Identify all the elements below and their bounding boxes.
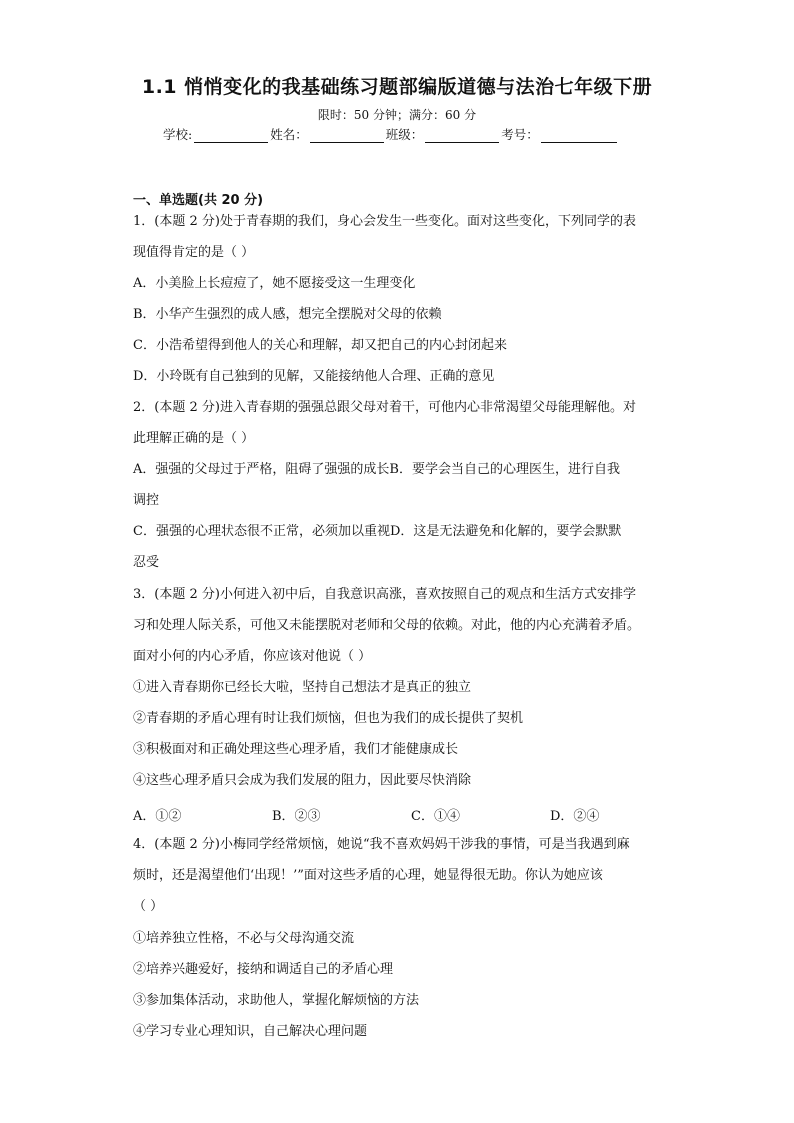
school-blank (194, 130, 268, 143)
name-blank (310, 130, 384, 143)
q3-stem-line-2: 习和处理人际关系，可他又未能摆脱对老师和父母的依赖。对此，他的内心充满着矛盾。 (133, 618, 641, 633)
q3-stem-line-3: 面对小何的内心矛盾，你应该对他说（ ） (133, 649, 372, 664)
student-info-line (163, 125, 619, 143)
name-label: 姓名： (270, 127, 308, 142)
q1-stem-line-1: 1．(本题 2 分)处于青春期的我们，身心会发生一些变化。面对这些变化，下列同学的表 (133, 214, 636, 229)
q3-statement-4: ④这些心理矛盾只会成为我们发展的阻力，因此要尽快消除 (133, 773, 472, 788)
exam-no-label: 考号： (501, 127, 539, 142)
q2-options-ab-line-1: A．强强的父母过于严格，阻碍了强强的成长B．要学会当自己的心理医生，进行自我 (133, 462, 620, 477)
exam-no-blank (541, 130, 617, 143)
class-blank (425, 130, 499, 143)
q2-stem-line-1: 2．(本题 2 分)进入青春期的强强总跟父母对着干，可他内心非常渴望父母能理解他。对 (133, 400, 636, 415)
q2-options-cd-line-1: C．强强的心理状态很不正常，必须加以重视D．这是无法避免和化解的，要学会默默 (133, 524, 622, 539)
q3-statement-3: ③积极面对和正确处理这些心理矛盾，我们才能健康成长 (133, 742, 459, 757)
q4-stem-line-2: 烦时，还是渴望他们‘出现！’”面对这些矛盾的心理，她显得很无助。你认为她应该 (133, 868, 603, 883)
q4-stem-line-1: 4．(本题 2 分)小梅同学经常烦恼，她说“我不喜欢妈妈干涉我的事情，可是当我遇到麻 (133, 837, 630, 852)
q2-options-ab-line-2: 调控 (133, 493, 160, 508)
school-label: 学校: (163, 127, 193, 142)
q3-statement-2: ②青春期的矛盾心理有时让我们烦恼，但也为我们的成长提供了契机 (133, 711, 524, 726)
q4-stem-line-3: （ ） (133, 899, 164, 914)
q1-option-b: B．小华产生强烈的成人感，想完全摆脱对父母的依赖 (133, 307, 442, 322)
document-title: 1.1 悄悄变化的我基础练习题部编版道德与法治七年级下册 (141, 76, 653, 98)
q3-stem-line-1: 3．(本题 2 分)小何进入初中后，自我意识高涨，喜欢按照自己的观点和生活方式安排学 (133, 587, 636, 602)
q4-statement-1: ①培养独立性格，不必与父母沟通交流 (133, 931, 355, 946)
q3-option-a: A．①② (133, 809, 182, 824)
q2-stem-line-2: 此理解正确的是（ ） (133, 431, 255, 446)
q1-option-a: A．小美脸上长痘痘了，她不愿接受这一生理变化 (133, 276, 416, 291)
time-limit-line: 限时：50 分钟；满分：60 分 (317, 108, 477, 122)
q3-statement-1: ①进入青春期你已经长大啦，坚持自己想法才是真正的独立 (133, 680, 472, 695)
q4-statement-3: ③参加集体活动，求助他人，掌握化解烦恼的方法 (133, 993, 420, 1008)
q3-option-c: C．①④ (411, 809, 460, 824)
q3-option-d: D．②④ (550, 809, 600, 824)
class-label: 班级： (385, 127, 424, 142)
q4-statement-4: ④学习专业心理知识，自己解决心理问题 (133, 1024, 368, 1039)
q3-options-row (133, 805, 599, 824)
q1-option-c: C．小浩希望得到他人的关心和理解，却又把自己的内心封闭起来 (133, 338, 507, 353)
q1-option-d: D．小玲既有自己独到的见解，又能接纳他人合理、正确的意见 (133, 369, 495, 384)
q1-stem-line-2: 现值得肯定的是（ ） (133, 245, 255, 260)
q2-options-cd-line-2: 忍受 (133, 555, 160, 570)
section-heading: 一、单选题(共 20 分) (133, 193, 264, 208)
q4-statement-2: ②培养兴趣爱好，接纳和调适自己的矛盾心理 (133, 962, 394, 977)
q3-option-b: B．②③ (272, 809, 321, 824)
